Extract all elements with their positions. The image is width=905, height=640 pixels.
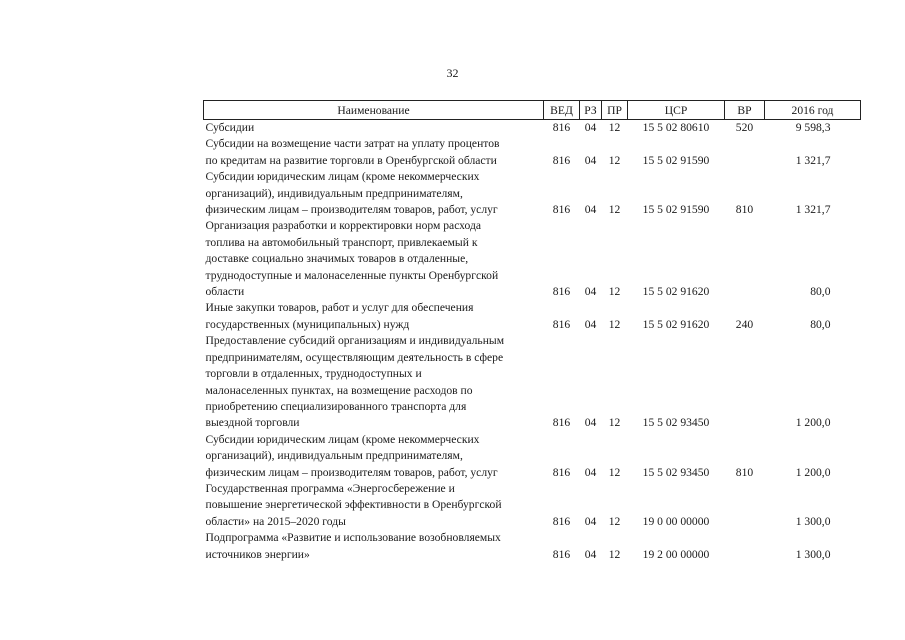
row-pr-cell: 12 — [608, 416, 621, 430]
row-rz-cell: 04 — [584, 465, 597, 479]
table-row — [204, 300, 861, 333]
row-rz-cell: 04 — [584, 317, 597, 331]
row-amount-cell: 1 321,7 — [795, 153, 831, 167]
row-csr-cell: 15 5 02 93450 — [642, 416, 710, 430]
budget-table — [203, 100, 861, 563]
row-rz-cell: 04 — [584, 121, 597, 134]
row-name-cell: Подпрограмма «Развитие и использование возобновляемых источников энергии» — [205, 531, 501, 561]
row-amount-cell: 1 200,0 — [795, 416, 831, 430]
row-rz-cell: 04 — [584, 416, 597, 430]
row-vr-cell: 810 — [735, 203, 754, 217]
row-csr-cell: 15 5 02 91590 — [642, 203, 710, 217]
table-row — [204, 432, 861, 481]
header-ved: ВЕД — [544, 101, 580, 120]
row-pr-cell: 12 — [608, 465, 621, 479]
row-amount-cell: 80,0 — [810, 317, 831, 331]
row-vr-cell — [725, 218, 765, 300]
row-vr-cell — [725, 333, 765, 431]
row-name-cell: Предоставление субсидий организациям и индивидуальным предпринимателям, осуществляющим деятельность в сфере торговли в отдаленных, труднодоступных и малонаселенных пунктах, на возмещение расходов по приобретению специализированного транспорта для выездной торговли — [205, 334, 505, 430]
row-pr-cell: 12 — [608, 121, 621, 134]
row-vr-cell: 810 — [735, 465, 754, 479]
table-row — [204, 120, 861, 137]
row-name-cell: Субсидии — [205, 121, 255, 134]
table-row — [204, 530, 861, 563]
row-vr-cell — [725, 530, 765, 563]
page-number: 32 — [446, 66, 459, 80]
table-row — [204, 481, 861, 530]
header-csr: ЦСР — [628, 101, 725, 120]
row-name-cell: Субсидии юридическим лицам (кроме некоммерческих организаций), индивидуальным предпринимателям, физическим лицам – производителям товаров, работ, услуг — [205, 170, 498, 217]
row-pr-cell: 12 — [608, 285, 621, 299]
row-pr-cell: 12 — [608, 203, 621, 217]
row-name-cell: Организация разработки и корректировки норм расхода топлива на автомобильный транспорт, привлекаемый к доставке социально значимых товаров в отдаленные, труднодоступные и малонаселенные пункты Оренбургской области — [205, 219, 499, 299]
row-vr-cell — [725, 136, 765, 169]
row-csr-cell: 15 5 02 93450 — [642, 465, 710, 479]
row-amount-cell: 80,0 — [810, 285, 831, 299]
row-csr-cell: 15 5 02 80610 — [642, 121, 710, 134]
header-year: 2016 год — [765, 101, 861, 120]
header-pr: ПР — [602, 101, 628, 120]
row-name-cell: Субсидии юридическим лицам (кроме некоммерческих организаций), индивидуальным предпринимателям, физическим лицам – производителям товаров, работ, услуг — [205, 432, 498, 479]
header-row — [204, 101, 861, 120]
row-amount-cell: 1 300,0 — [795, 514, 831, 528]
header-name: Наименование — [204, 101, 544, 120]
row-pr-cell: 12 — [608, 547, 621, 561]
row-pr-cell: 12 — [608, 153, 621, 167]
row-amount-cell: 9 598,3 — [795, 121, 831, 134]
row-rz-cell: 04 — [584, 547, 597, 561]
row-pr-cell: 12 — [608, 317, 621, 331]
row-name-cell: Субсидии на возмещение части затрат на уплату процентов по кредитам на развитие торговли в Оренбургской области — [205, 137, 500, 167]
table-row — [204, 169, 861, 218]
row-ved-cell: 816 — [552, 547, 571, 561]
row-vr-cell: 520 — [735, 121, 754, 134]
row-ved-cell: 816 — [552, 285, 571, 299]
row-amount-cell: 1 300,0 — [795, 547, 831, 561]
row-amount-cell: 1 321,7 — [795, 203, 831, 217]
row-csr-cell: 15 5 02 91590 — [642, 153, 710, 167]
row-csr-cell: 15 5 02 91620 — [642, 317, 710, 331]
table-row — [204, 333, 861, 431]
table-row — [204, 136, 861, 169]
row-ved-cell: 816 — [552, 203, 571, 217]
row-vr-cell — [725, 481, 765, 530]
table-body — [204, 120, 861, 563]
row-csr-cell: 15 5 02 91620 — [642, 285, 710, 299]
row-csr-cell: 19 0 00 00000 — [642, 514, 710, 528]
header-rz: РЗ — [580, 101, 602, 120]
row-rz-cell: 04 — [584, 285, 597, 299]
row-ved-cell: 816 — [552, 153, 571, 167]
row-rz-cell: 04 — [584, 203, 597, 217]
row-vr-cell: 240 — [735, 317, 754, 331]
table-header — [204, 101, 861, 120]
table-row — [204, 218, 861, 300]
row-ved-cell: 816 — [552, 416, 571, 430]
row-amount-cell: 1 200,0 — [795, 465, 831, 479]
row-ved-cell: 816 — [552, 121, 571, 134]
row-rz-cell: 04 — [584, 153, 597, 167]
row-name-cell: Иные закупки товаров, работ и услуг для обеспечения государственных (муниципальных) нужд — [205, 301, 474, 331]
row-csr-cell: 19 2 00 00000 — [642, 547, 710, 561]
row-ved-cell: 816 — [552, 465, 571, 479]
row-ved-cell: 816 — [552, 317, 571, 331]
row-name-cell: Государственная программа «Энергосбережение и повышение энергетической эффективности в Оренбургской области» на 2015–2020 годы — [205, 481, 502, 528]
row-ved-cell: 816 — [552, 514, 571, 528]
header-vr: ВР — [725, 101, 765, 120]
row-pr-cell: 12 — [608, 514, 621, 528]
row-rz-cell: 04 — [584, 514, 597, 528]
